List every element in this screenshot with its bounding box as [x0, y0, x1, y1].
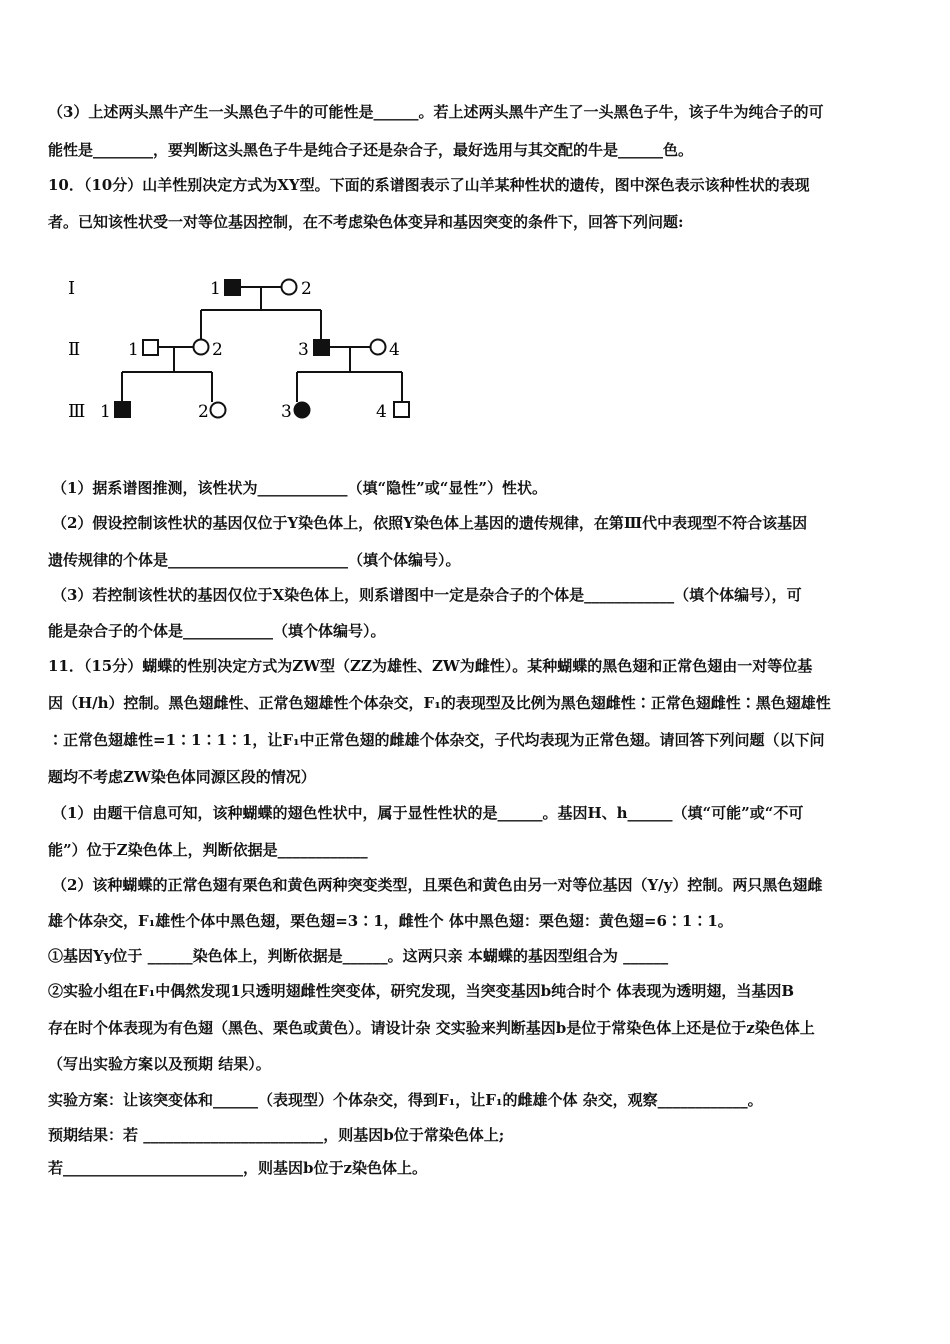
unaffected-female-II-4: [371, 340, 386, 355]
individual-label-III-2: 2: [198, 402, 209, 422]
text-line-18: ①基因Yy位于 ______染色体上，判断依据是______。这两只亲 本蝴蝶的基因型组合为 ______: [48, 947, 669, 965]
text-line-5: （1）据系谱图推测，该性状为____________（填“隐性”或“显性”）性状。: [52, 479, 547, 497]
unaffected-male-III-4: [394, 402, 409, 417]
individual-label-III-1: 1: [100, 402, 111, 422]
affected-male-III-1: [115, 402, 130, 417]
individual-label-I-1: 1: [210, 279, 221, 299]
text-line-21: （写出实验方案以及预期 结果）。: [48, 1055, 271, 1073]
unaffected-female-III-2: [211, 403, 226, 418]
individual-label-II-2: 2: [212, 340, 223, 360]
text-line-4: 者。已知该性状受一对等位基因控制，在不考虑染色体变异和基因突变的条件下，回答下列问题:: [48, 213, 684, 231]
individual-label-I-2: 2: [301, 279, 312, 299]
question-10-header: 10．（10分）山羊性别决定方式为XY型。下面的系谱图表示了山羊某种性状的遗传，图中深色表示该种性状的表现: [48, 176, 810, 194]
text-line-15: 能”）位于Z染色体上，判断依据是____________: [48, 841, 368, 859]
text-line-17: 雄个体杂交，F₁雄性个体中黑色翅，栗色翅=3∶1，雌性个 体中黑色翅：栗色翅：黄色翅=6∶1∶1。: [48, 912, 733, 930]
text-line-22: 实验方案：让该突变体和______（表现型）个体杂交，得到F₁，让F₁的雌雄个体 杂交，观察____________。: [48, 1091, 763, 1109]
question-11-header: 11．（15分）蝴蝶的性别决定方式为ZW型（ZZ为雄性、ZW为雌性）。某种蝴蝶的黑色翅和正常色翅由一对等位基: [48, 657, 813, 675]
text-line-6: （2）假设控制该性状的基因仅位于Y染色体上，依照Y染色体上基因的遗传规律，在第Ⅲ代中表现型不符合该基因: [52, 514, 808, 532]
text-line-8: （3）若控制该性状的基因仅位于X染色体上，则系谱图中一定是杂合子的个体是____________（填个体编号），可: [52, 586, 802, 604]
pedigree-chart: [60, 265, 420, 435]
individual-label-II-1: 1: [128, 340, 139, 360]
unaffected-female-I-2: [282, 280, 297, 295]
text-line-13: 题均不考虑ZW染色体同源区段的情况）: [48, 768, 316, 786]
text-line-7: 遗传规律的个体是________________________（填个体编号）。: [48, 551, 461, 569]
text-line-16: （2）该种蝴蝶的正常色翅有栗色和黄色两种突变类型，且栗色和黄色由另一对等位基因（Y/y）控制。两只黑色翅雌: [52, 876, 823, 894]
individual-label-II-3: 3: [298, 340, 309, 360]
affected-male-I-1: [225, 280, 240, 295]
unaffected-female-II-2: [194, 340, 209, 355]
text-line-1: （3）上述两头黑牛产生一头黑色子牛的可能性是______。若上述两头黑牛产生了一头黑色子牛，该子牛为纯合子的可: [48, 103, 824, 121]
text-line-19: ②实验小组在F₁中偶然发现1只透明翅雌性突变体，研究发现，当突变基因b纯合时个 体表现为透明翅，当基因B: [48, 982, 795, 1000]
affected-male-II-3: [314, 340, 329, 355]
text-line-12: ∶正常色翅雄性=1∶1∶1∶1，让F₁中正常色翅的雌雄个体杂交，子代均表现为正常色翅。请回答下列问题（以下问: [48, 731, 825, 749]
generation-label-3: Ⅲ: [68, 401, 86, 422]
text-line-9: 能是杂合子的个体是____________（填个体编号）。: [48, 622, 386, 640]
text-line-20: 存在时个体表现为有色翅（黑色、栗色或黄色）。请设计杂 交实验来判断基因b是位于常染色体上还是位于z染色体上: [48, 1019, 815, 1037]
affected-female-III-3: [295, 403, 310, 418]
individual-label-II-4: 4: [389, 340, 400, 360]
individual-label-III-4: 4: [376, 402, 387, 422]
text-line-23: 预期结果：若 ________________________，则基因b位于常染色体上;: [48, 1126, 505, 1144]
text-line-14: （1）由题干信息可知，该种蝴蝶的翅色性状中，属于显性性状的是______。基因H、h______（填“可能”或“不可: [52, 804, 804, 822]
generation-label-1: Ⅰ: [68, 278, 76, 299]
text-line-24: 若________________________，则基因b位于z染色体上。: [48, 1159, 428, 1177]
individual-label-III-3: 3: [281, 402, 292, 422]
text-line-11: 因（H/h）控制。黑色翅雌性、正常色翅雄性个体杂交，F₁的表现型及比例为黑色翅雌性∶正常色翅雌性∶黑色翅雄性: [48, 694, 831, 712]
unaffected-male-II-1: [143, 340, 158, 355]
generation-label-2: Ⅱ: [68, 339, 81, 360]
text-line-2: 能性是________，要判断这头黑色子牛是纯合子还是杂合子，最好选用与其交配的牛是______色。: [48, 141, 694, 159]
